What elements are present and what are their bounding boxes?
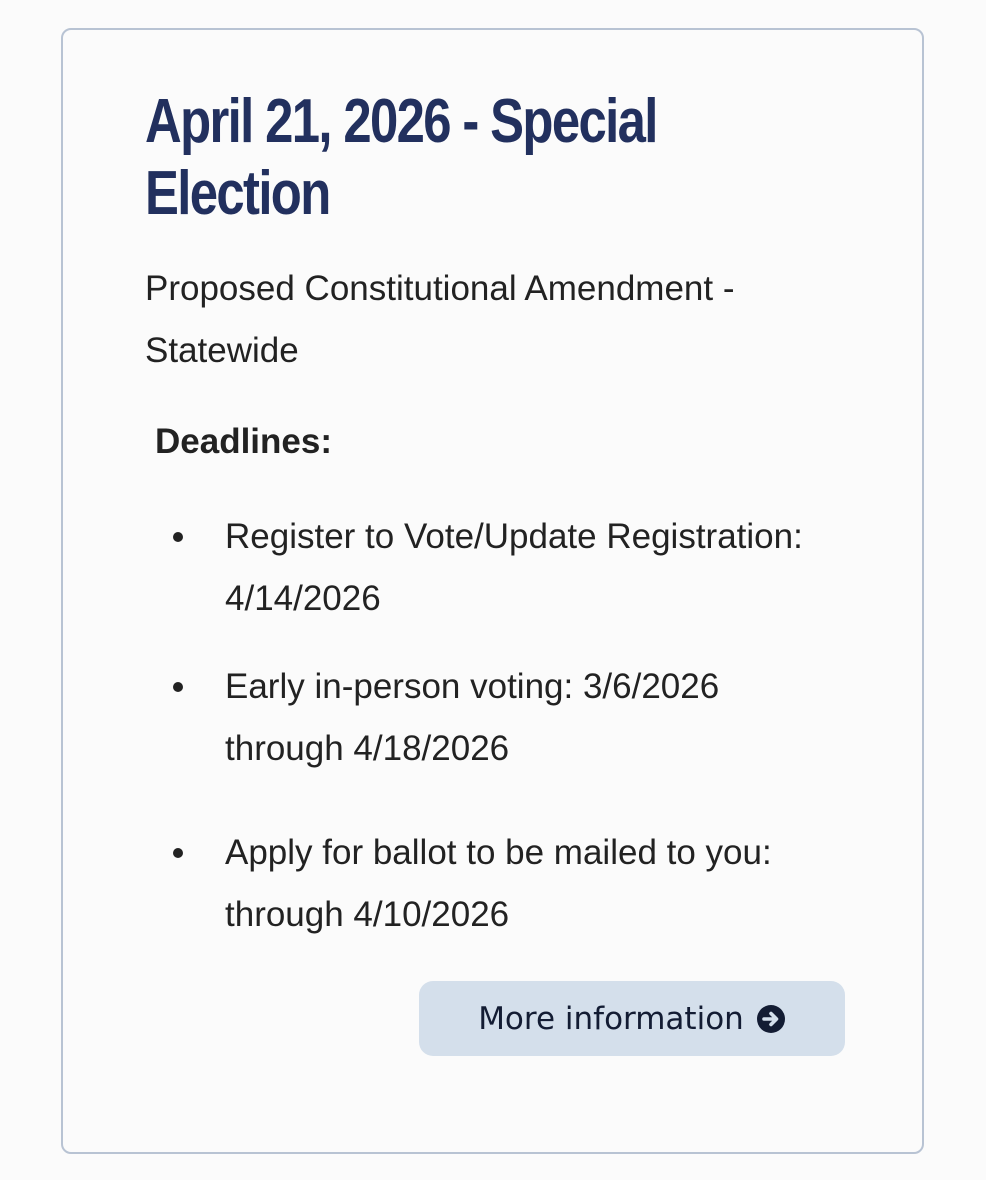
bullet-icon xyxy=(173,682,183,692)
deadlines-heading: Deadlines: xyxy=(155,422,332,461)
arrow-circle-right-icon xyxy=(756,1004,786,1034)
bullet-icon xyxy=(173,532,183,542)
election-card xyxy=(61,28,924,1154)
deadline-text: Register to Vote/Update Registration: 4/14/2026 xyxy=(225,517,803,618)
deadline-text: Early in-person voting: 3/6/2026 through 4/18/2026 xyxy=(225,667,720,768)
deadline-text: Apply for ballot to be mailed to you: through 4/10/2026 xyxy=(225,833,772,934)
more-information-label: More information xyxy=(478,1000,744,1037)
election-title: April 21, 2026 - Special Election xyxy=(145,87,657,228)
more-information-button[interactable] xyxy=(419,981,845,1056)
election-subtitle: Proposed Constitutional Amendment - Statewide xyxy=(145,269,735,370)
bullet-icon xyxy=(173,848,183,858)
